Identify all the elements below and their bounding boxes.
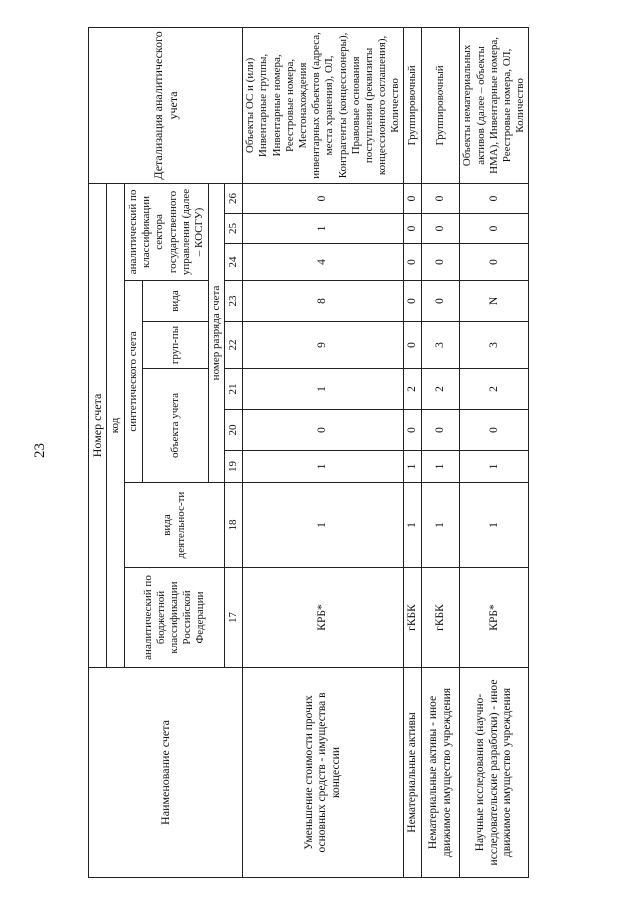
column-number: 24 bbox=[225, 244, 243, 281]
row-digit-25: 0 bbox=[460, 214, 529, 244]
header-analytic-budget: аналитический по бюджетной классификации Российской Федерации bbox=[125, 568, 225, 668]
row-detail: Объекты нематериальных активов (далее – объекты НМА), Инвентарные номера, Реестровые номера, ОЛ, Количество bbox=[460, 27, 529, 183]
row-digit-26: 0 bbox=[243, 183, 404, 213]
row-account-name: Уменьшение стоимости прочих основных средств - имущества в концессии bbox=[243, 668, 404, 878]
header-synthetic: синтетического счета bbox=[125, 281, 143, 483]
row-digit-25: 0 bbox=[422, 214, 460, 244]
row-digit-20: 0 bbox=[422, 410, 460, 451]
row-account-name: Нематериальные активы bbox=[404, 668, 422, 878]
row-budget-code: КРБ* bbox=[243, 568, 404, 668]
row-activity: 1 bbox=[422, 483, 460, 568]
row-digit-23: 0 bbox=[404, 281, 422, 322]
column-number: 26 bbox=[225, 183, 243, 213]
row-digit-25: 0 bbox=[404, 214, 422, 244]
row-digit-22: 3 bbox=[422, 322, 460, 369]
column-number: 23 bbox=[225, 281, 243, 322]
header-kosgu: аналитический по классификации сектора государственного управления (далее – КОСГУ) bbox=[125, 183, 209, 280]
row-budget-code: гКБК bbox=[404, 568, 422, 668]
row-digit-26: 0 bbox=[422, 183, 460, 213]
row-digit-19: 1 bbox=[404, 451, 422, 483]
account-table bbox=[88, 27, 529, 878]
row-digit-22: 9 bbox=[243, 322, 404, 369]
row-account-name: Научные исследования (научно-исследовательские разработки) - иное движимое имущество учреждения bbox=[460, 668, 529, 878]
row-activity: 1 bbox=[243, 483, 404, 568]
row-digit-23: 8 bbox=[243, 281, 404, 322]
row-digit-20: 0 bbox=[460, 410, 529, 451]
header-kind: вида bbox=[143, 281, 209, 322]
row-digit-22: 0 bbox=[404, 322, 422, 369]
row-digit-23: 0 bbox=[422, 281, 460, 322]
header-digit-number: номер разряда счета bbox=[209, 183, 225, 482]
header-group: груп-пы bbox=[143, 322, 209, 369]
column-number: 20 bbox=[225, 410, 243, 451]
row-digit-21: 2 bbox=[422, 369, 460, 410]
page-number bbox=[20, 420, 60, 480]
row-digit-19: 1 bbox=[422, 451, 460, 483]
header-code: код bbox=[107, 183, 125, 667]
column-number: 22 bbox=[225, 322, 243, 369]
row-budget-code: КРБ* bbox=[460, 568, 529, 668]
row-digit-25: 1 bbox=[243, 214, 404, 244]
table-row bbox=[422, 27, 460, 877]
row-digit-24: 0 bbox=[422, 244, 460, 281]
header-object: объекта учета bbox=[143, 369, 209, 483]
row-detail: Объекты ОС и (или) Инвентарные группы, Инвентарные номера, Реестровые номера, Местонахождения инвентарных объектов (адреса, места хранения), ОЛ, Контрагенты (концессионеры), Правовые основания поступления (реквизиты концессионного соглашения), Количество bbox=[243, 27, 404, 183]
row-digit-24: 0 bbox=[460, 244, 529, 281]
row-digit-21: 1 bbox=[243, 369, 404, 410]
page-number-text: 23 bbox=[31, 442, 48, 458]
row-detail: Группировочный bbox=[422, 27, 460, 183]
row-activity: 1 bbox=[404, 483, 422, 568]
row-detail: Группировочный bbox=[404, 27, 422, 183]
row-digit-26: 0 bbox=[460, 183, 529, 213]
column-number: 17 bbox=[225, 568, 243, 668]
rotated-table-wrapper bbox=[88, 28, 527, 866]
header-activity-type: вида деятельнос-ти bbox=[125, 483, 225, 568]
header-account-name: Наименование счета bbox=[89, 668, 243, 878]
table-row bbox=[460, 27, 529, 877]
table-row bbox=[404, 27, 422, 877]
row-digit-19: 1 bbox=[243, 451, 404, 483]
column-number: 25 bbox=[225, 214, 243, 244]
row-activity: 1 bbox=[460, 483, 529, 568]
row-digit-24: 4 bbox=[243, 244, 404, 281]
row-digit-24: 0 bbox=[404, 244, 422, 281]
row-digit-26: 0 bbox=[404, 183, 422, 213]
row-digit-23: N bbox=[460, 281, 529, 322]
header-account-number: Номер счета bbox=[89, 183, 107, 667]
row-digit-20: 0 bbox=[243, 410, 404, 451]
row-account-name: Нематериальные активы - иное движимое имущество учреждения bbox=[422, 668, 460, 878]
table-row bbox=[243, 27, 404, 877]
row-digit-21: 2 bbox=[460, 369, 529, 410]
column-number: 21 bbox=[225, 369, 243, 410]
column-number: 18 bbox=[225, 483, 243, 568]
row-digit-21: 2 bbox=[404, 369, 422, 410]
header-row-1 bbox=[89, 27, 107, 877]
column-number: 19 bbox=[225, 451, 243, 483]
header-detail: Детализация аналитического учета bbox=[89, 27, 243, 183]
row-digit-22: 3 bbox=[460, 322, 529, 369]
row-digit-19: 1 bbox=[460, 451, 529, 483]
row-digit-20: 0 bbox=[404, 410, 422, 451]
row-budget-code: гКБК bbox=[422, 568, 460, 668]
